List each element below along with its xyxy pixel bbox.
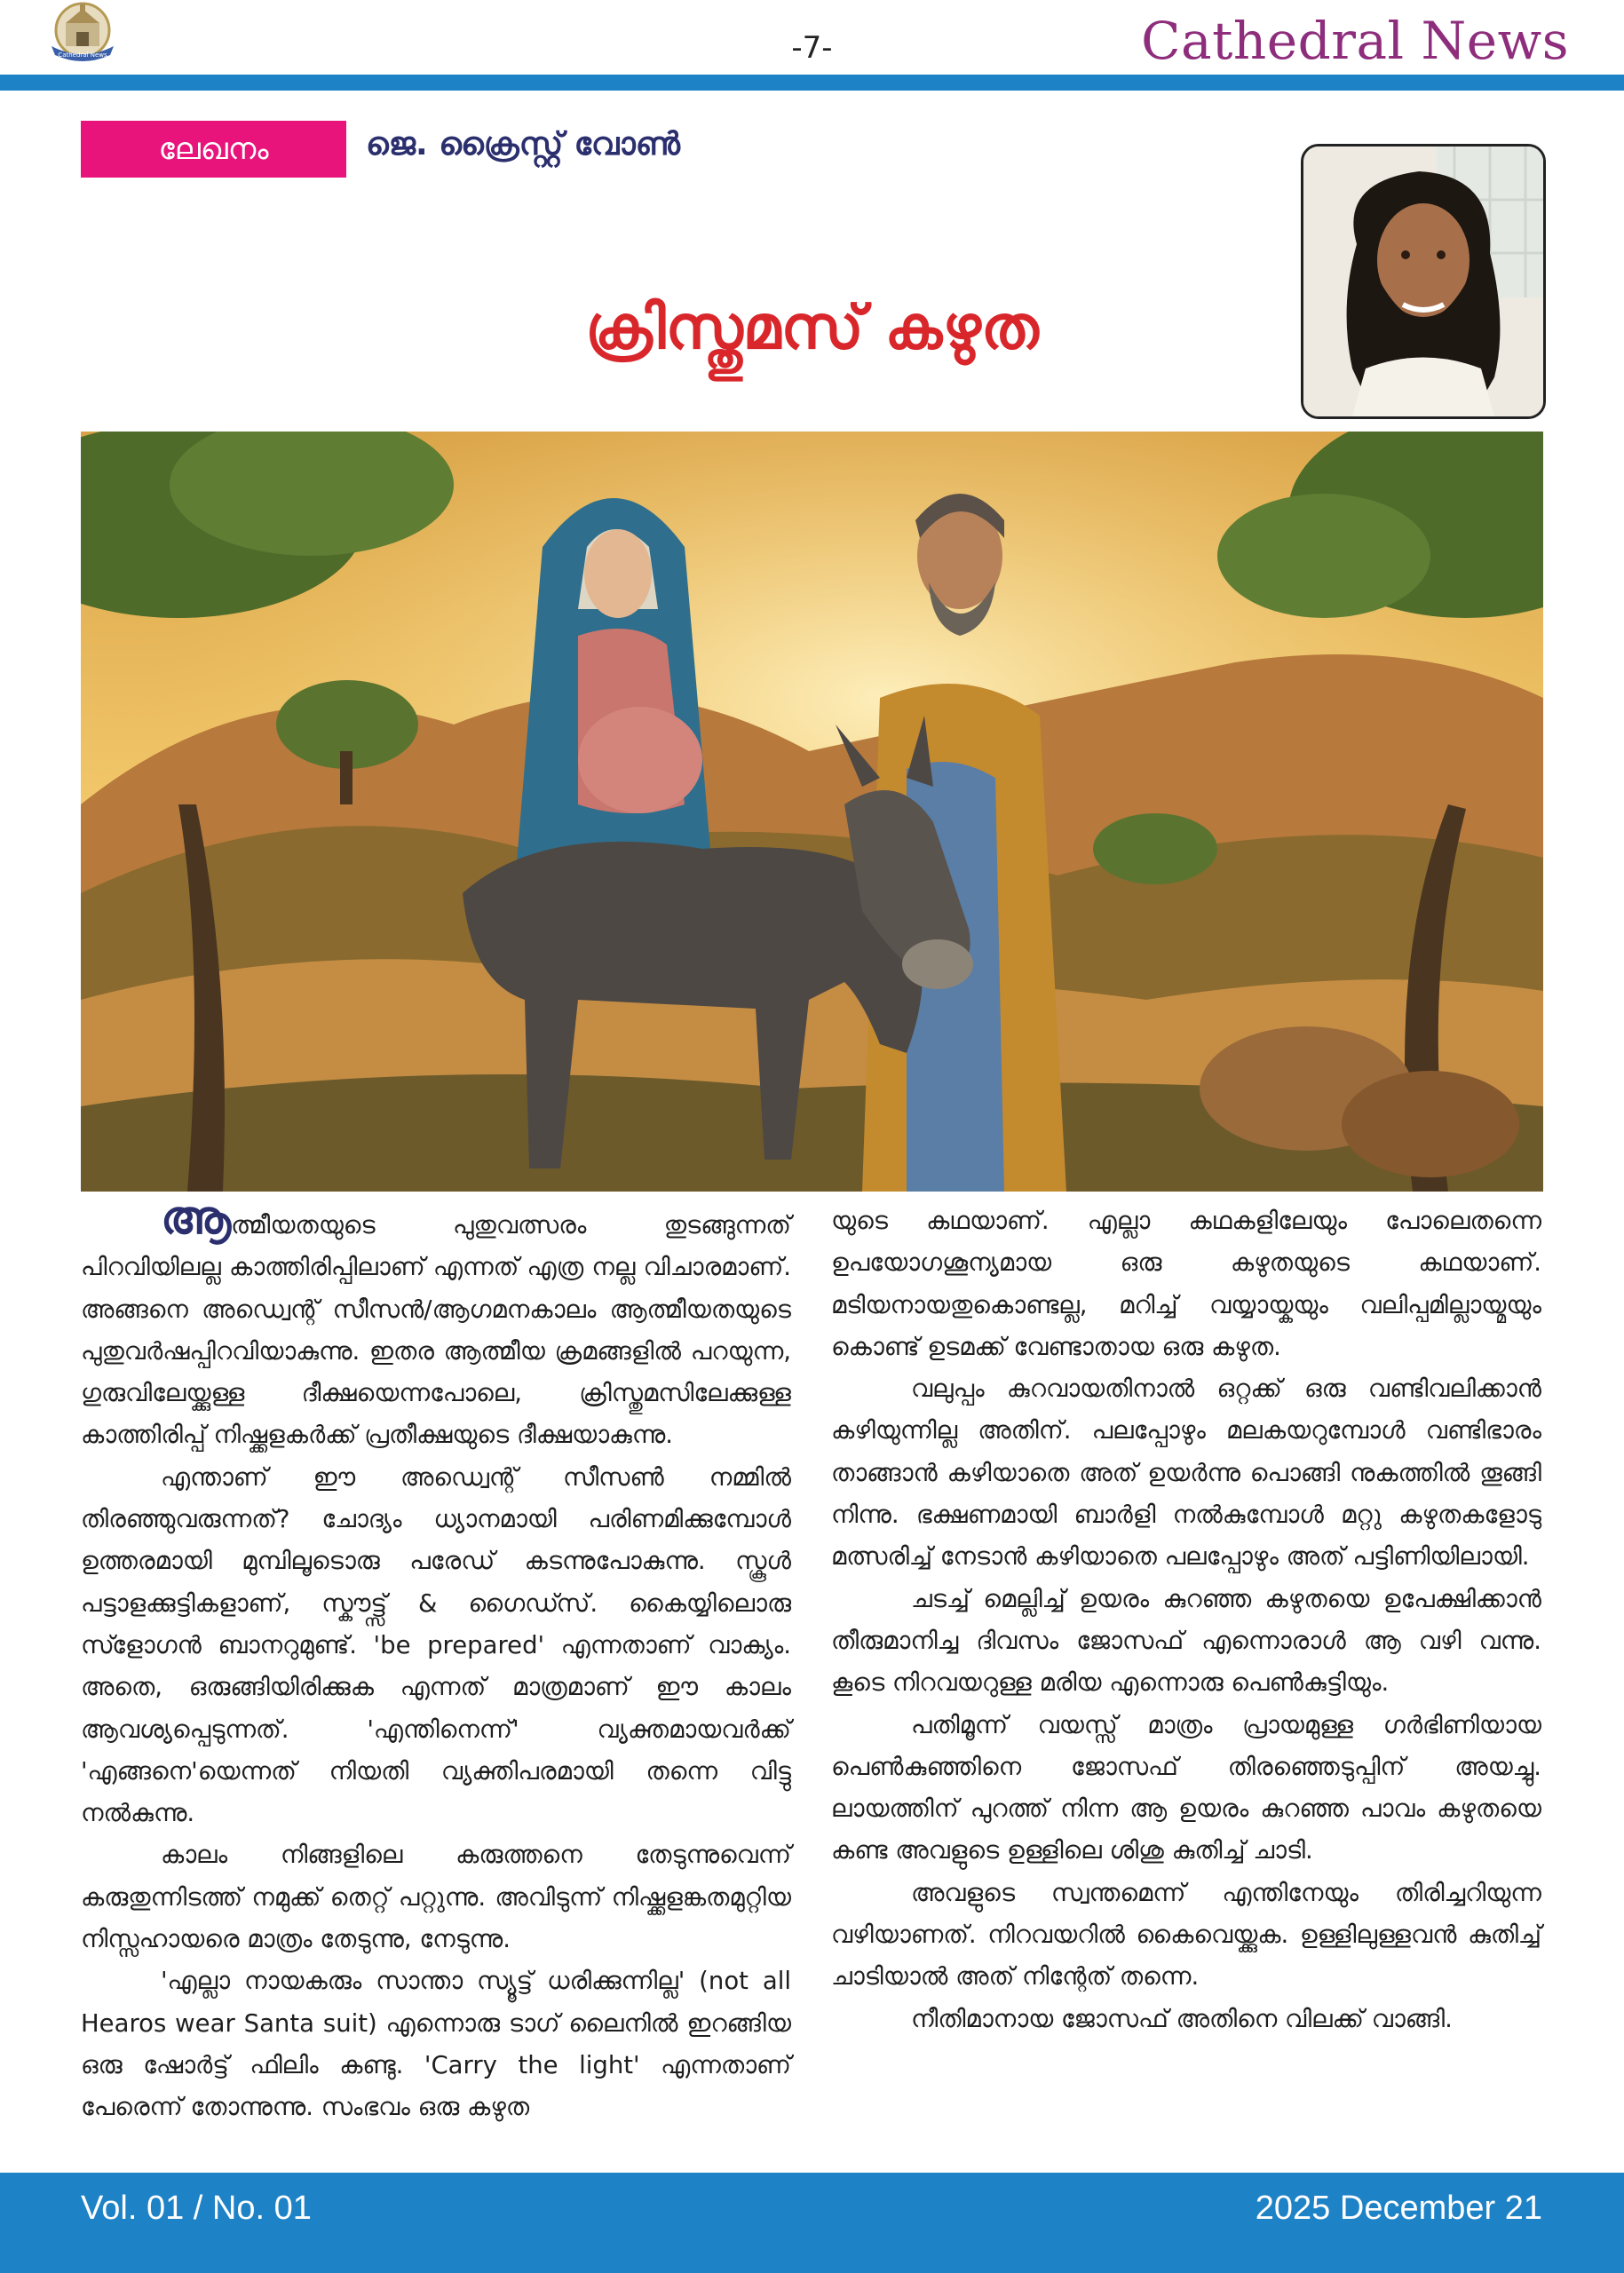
page-number: -7- (791, 30, 833, 66)
paragraph: അവളുടെ സ്വന്തമെന്ന് എന്തിനേയും തിരിച്ചറിയുന്ന വഴിയാണത്. നിറവയറിൽ കൈവെയ്ക്കുക. ഉള്ളിലുള്ളവൻ കുതിച്ച് ചാടിയാൽ അത് നിന്റേത് തന്നെ. (831, 1878, 1541, 1992)
footer-volume: Vol. 01 / No. 01 (81, 2190, 312, 2227)
logo-text: Cathedral News (58, 51, 107, 59)
article-column-left (81, 1192, 791, 2129)
author-photo (1301, 144, 1546, 419)
paragraph: 'എല്ലാ നായകരും സാന്താ സ്യൂട്ട് ധരിക്കുന്നില്ല' (not all Hearos wear Santa suit) എന്നൊരു ടാഗ് ലൈനിൽ ഇറങ്ങിയ ഒരു ഷോർട്ട് ഫിലിം കണ്ടു. 'Carry the light' എന്നതാണ് പേരെന്ന് തോന്നുന്നു. സംഭവം ഒരു കഴുത (81, 1967, 791, 2122)
footer-date: 2025 December 21 (1255, 2190, 1542, 2227)
article-title: ക്രിസ്തുമസ് കഴുത (585, 293, 1039, 363)
paragraph: പതിമൂന്ന് വയസ്സ് മാത്രം പ്രായമുള്ള ഗർഭിണിയായ പെൺകുഞ്ഞിനെ ജോസഫ് തിരഞ്ഞെടുപ്പിന് അയച്ചു. ലായത്തിന് പുറത്ത് നിന്ന ആ ഉയരം കുറഞ്ഞ പാവം കഴുതയെ കണ്ട അവളുടെ ഉള്ളിലെ ശിശു കുതിച്ച് ചാടി. (831, 1710, 1541, 1865)
paragraph: എന്താണ് ഈ അഡ്വെന്റ് സീസൺ നമ്മിൽ തിരഞ്ഞുവരുന്നത്? ചോദ്യം ധ്യാനമായി പരിണമിക്കുമ്പോൾ ഉത്തരമായി മുമ്പിലൂടൊരു പരേഡ് കടന്നുപോകുന്നു. സ്കൂൾ പട്ടാളക്കുട്ടികളാണ്, സ്കൗട്ട്സ് & ഗൈഡ്സ്. കൈയ്യിലൊരു സ്ളോഗൻ ബാനറുമുണ്ട്. 'be prepared' എന്നതാണ് വാക്യം. അതെ, ഒരുങ്ങിയിരിക്കുക എന്നത് മാത്രമാണ് ഈ കാലം ആവശ്യപ്പെടുന്നത്. 'എന്തിനെന്ന്' വ്യക്തമായവർക്ക് 'എങ്ങനെ'യെന്നത് നിയതി വ്യക്തിപരമായി തന്നെ വിട്ടു നൽകുന്നു. (81, 1462, 791, 1828)
drop-cap: ആ (161, 1192, 232, 1245)
category-tag: ലേഖനം (81, 121, 346, 178)
paragraph (81, 1192, 791, 1457)
paragraph: ചടച്ച് മെല്ലിച്ച് ഉയരം കുറഞ്ഞ കഴുതയെ ഉപേക്ഷിക്കാൻ തീരുമാനിച്ച ദിവസം ജോസഫ് എന്നൊരാൾ ആ വഴി വന്നു. കൂടെ നിറവയറുള്ള മരിയ എന്നൊരു പെൺകുട്ടിയും. (831, 1584, 1541, 1698)
paragraph: യുടെ കഥയാണ്. എല്ലാ കഥകളിലേയും പോലെതന്നെ ഉപയോഗശൂന്യമായ ഒരു കഴുതയുടെ കഥയാണ്. മടിയനായതുകൊണ്ടല്ല, മറിച്ച് വയ്യായ്കയും വലിപ്പമില്ലായ്മയും കൊണ്ട് ഉടമക്ക് വേണ്ടാതായ ഒരു കഴുത. (831, 1207, 1541, 1361)
paragraph: വലുപ്പം കുറവായതിനാൽ ഒറ്റക്ക് ഒരു വണ്ടിവലിക്കാൻ കഴിയുന്നില്ല അതിന്. പലപ്പോഴും മലകയറുമ്പോൾ വണ്ടിഭാരം താങ്ങാൻ കഴിയാതെ അത് ഉയർന്നു പൊങ്ങി നുകത്തിൽ തൂങ്ങി നിന്നു. ഭക്ഷണമായി ബാർളി നൽകുമ്പോൾ മറ്റു കഴുതകളോടു മത്സരിച്ച് നേടാൻ കഴിയാതെ പലപ്പോഴും അത് പട്ടിണിയിലായി. (831, 1374, 1541, 1572)
publication-name: Cathedral News (1141, 11, 1569, 71)
paragraph-text: ത്മീയതയുടെ പുതുവത്സരം തുടങ്ങുന്നത് പിറവിയിലല്ല കാത്തിരിപ്പിലാണ് എന്നത് എത്ര നല്ല വിചാരമാണ്. അങ്ങനെ അഡ്വെന്റ് സീസൻ/ആഗമനകാലം ആത്മീയതയുടെ പുതുവർഷപ്പിറവിയാകുന്നു. ഇതര ആത്മീയ ക്രമങ്ങളിൽ പറയുന്ന, ഗുരുവിലേയ്ക്കുള്ള ദീക്ഷയെന്നപോലെ, ക്രിസ്തുമസിലേക്കുള്ള കാത്തിരിപ്പ് നിഷ്ക്കളകർക്ക് പ്രതീക്ഷയുടെ ദീക്ഷയാകുന്നു. (81, 1211, 791, 1450)
article-column-right (831, 1200, 1541, 2040)
paragraph: നീതിമാനായ ജോസഫ് അതിനെ വിലക്ക് വാങ്ങി. (911, 2004, 1453, 2033)
paragraph: കാലം നിങ്ങളിലെ കരുത്തനെ തേടുന്നുവെന്ന് കരുതുന്നിടത്ത് നമുക്ക് തെറ്റ് പറ്റുന്നു. അവിടുന്ന് നിഷ്ക്കളങ്കതമുറ്റിയ നിസ്സഹായരെ മാത്രം തേടുന്നു, നേടുന്നു. (81, 1841, 791, 1954)
header-rule (0, 75, 1624, 91)
hero-illustration (81, 432, 1543, 1192)
author-name: ജെ. ക്രൈസ്റ്റ് വോൺ (366, 126, 681, 162)
